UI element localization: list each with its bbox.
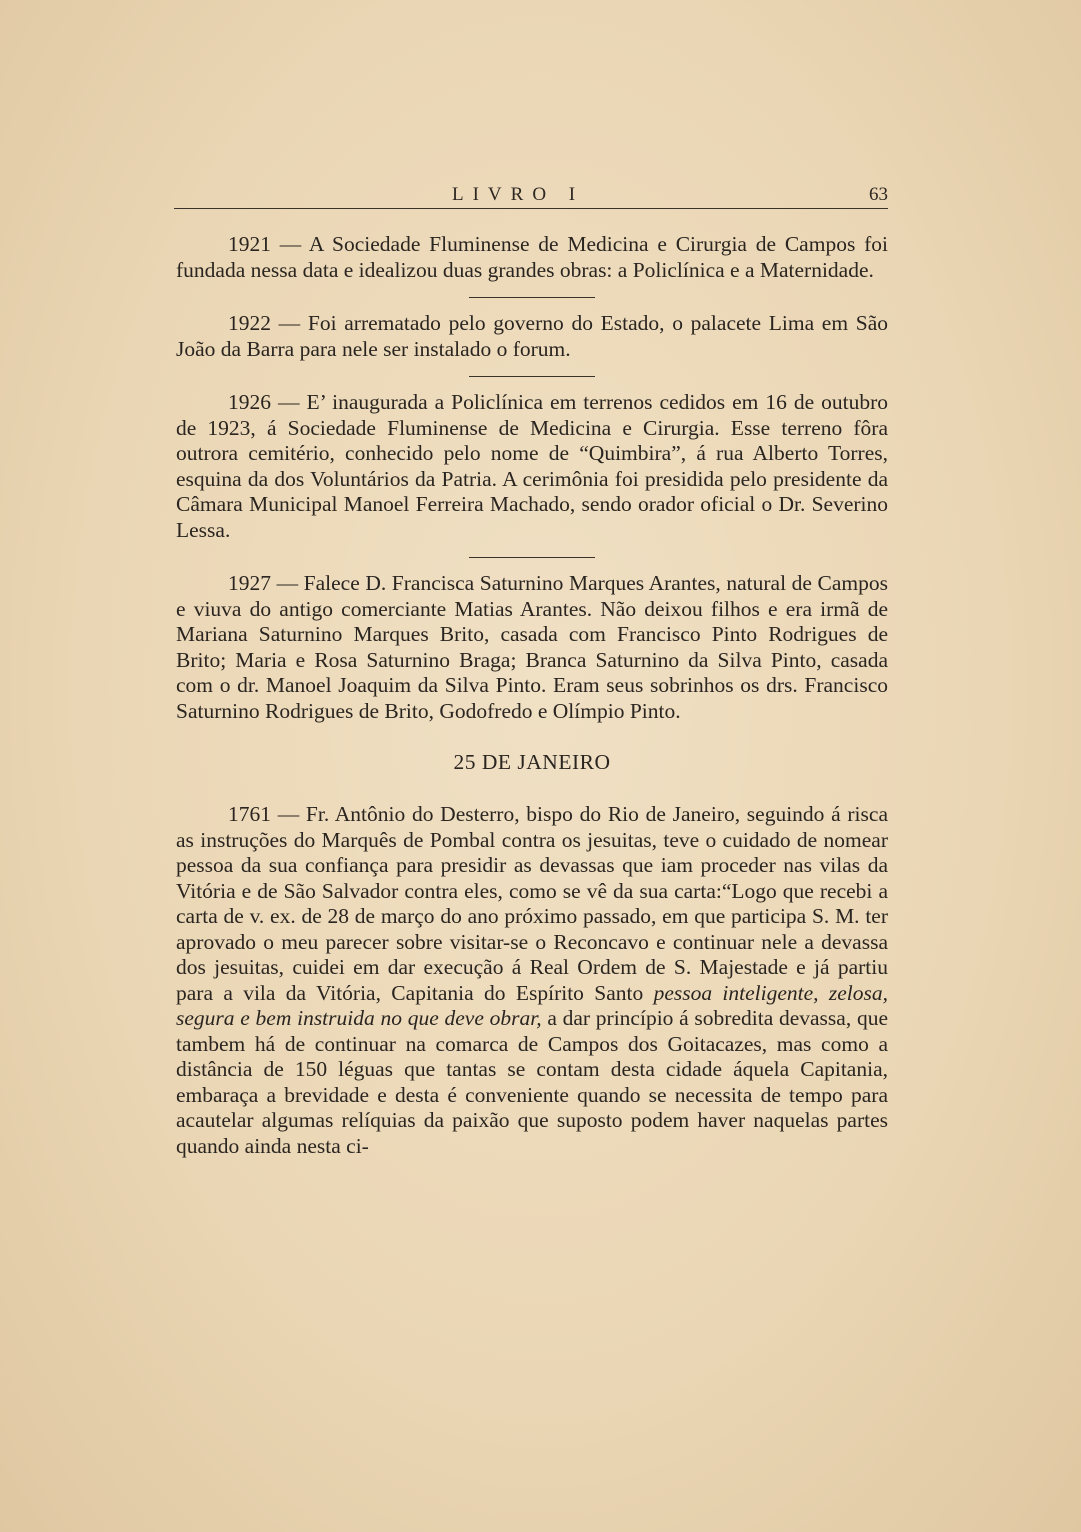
entry-text: a dar princípio á sobredita devassa, que tambem há de continuar na comarca de Campos dos Goitacazes, mas como a distância de 150 léguas que tantas se contam desta cidade áquela Capitania, embaraça a brevidade e desta é conveniente quando se necessita de tempo para acautelar algumas relíquias da paixão que suposto podem haver naquelas partes quando ainda nesta ci-	[176, 1006, 888, 1158]
page-header	[174, 182, 888, 209]
entry-divider	[469, 376, 595, 377]
page-body	[176, 232, 888, 1159]
entry-divider	[469, 557, 595, 558]
chronology-entry: 1926 — E’ inaugurada a Policlínica em terrenos cedidos em 16 de outubro de 1923, á Sociedade Fluminense de Medicina e Cirurgia. Esse terreno fôra outrora cemitério, conhecido pelo nome de “Quimbira”, á rua Alberto Torres, esquina da dos Voluntários da Patria. A cerimônia foi presidida pelo presidente da Câmara Municipal Manoel Ferreira Machado, sendo orador oficial o Dr. Severino Lessa.	[176, 390, 888, 542]
italic-quote: pessoa inteligente, zelosa, segura e bem instruida no que deve obrar,	[176, 980, 888, 1030]
chronology-entry: 1927 — Falece D. Francisca Saturnino Marques Arantes, natural de Campos e viuva do antigo comerciante Matias Arantes. Não deixou filhos e era irmã de Mariana Saturnino Marques Brito, casada com Francisco Pinto Rodrigues de Brito; Maria e Rosa Saturnino Braga; Branca Saturnino da Silva Pinto, casada com o dr. Manoel Joaquim da Silva Pinto. Eram seus sobrinhos os drs. Francisco Saturnino Rodrigues de Brito, Godofredo e Olímpio Pinto.	[176, 571, 888, 723]
entry-text: 1761 — Fr. Antônio do Desterro, bispo do Rio de Janeiro, seguindo á risca as instruções do Marquês de Pombal contra os jesuitas, teve o cuidado de nomear pessoa da sua confiança para presidir as devassas que iam proceder nas vilas da Vitória e de São Salvador contra eles, como se vê da sua carta:“Logo que recebi a carta de v. ex. de 28 de março do ano próximo passado, em que participa S. M. ter aprovado o meu parecer sobre visitar-se o Reconcavo e continuar nele a devassa dos jesuitas, cuidei em dar execução á Real Ordem de S. Majestade e já partiu para a vila da Vitória, Capitania do Espírito Santo	[176, 802, 888, 1005]
chronology-entry: 1921 — A Sociedade Fluminense de Medicina e Cirurgia de Campos foi fundada nessa data e idealizou duas grandes obras: a Policlínica e a Maternidade.	[176, 232, 888, 282]
running-title: LIVRO I	[452, 184, 585, 205]
entry-divider	[469, 297, 595, 298]
chronology-entry: 1922 — Foi arrematado pelo governo do Estado, o palacete Lima em São João da Barra para nele ser instalado o forum.	[176, 311, 888, 361]
chronology-entry	[176, 802, 888, 1159]
page-number: 63	[869, 184, 888, 205]
date-heading: 25 DE JANEIRO	[453, 750, 611, 774]
